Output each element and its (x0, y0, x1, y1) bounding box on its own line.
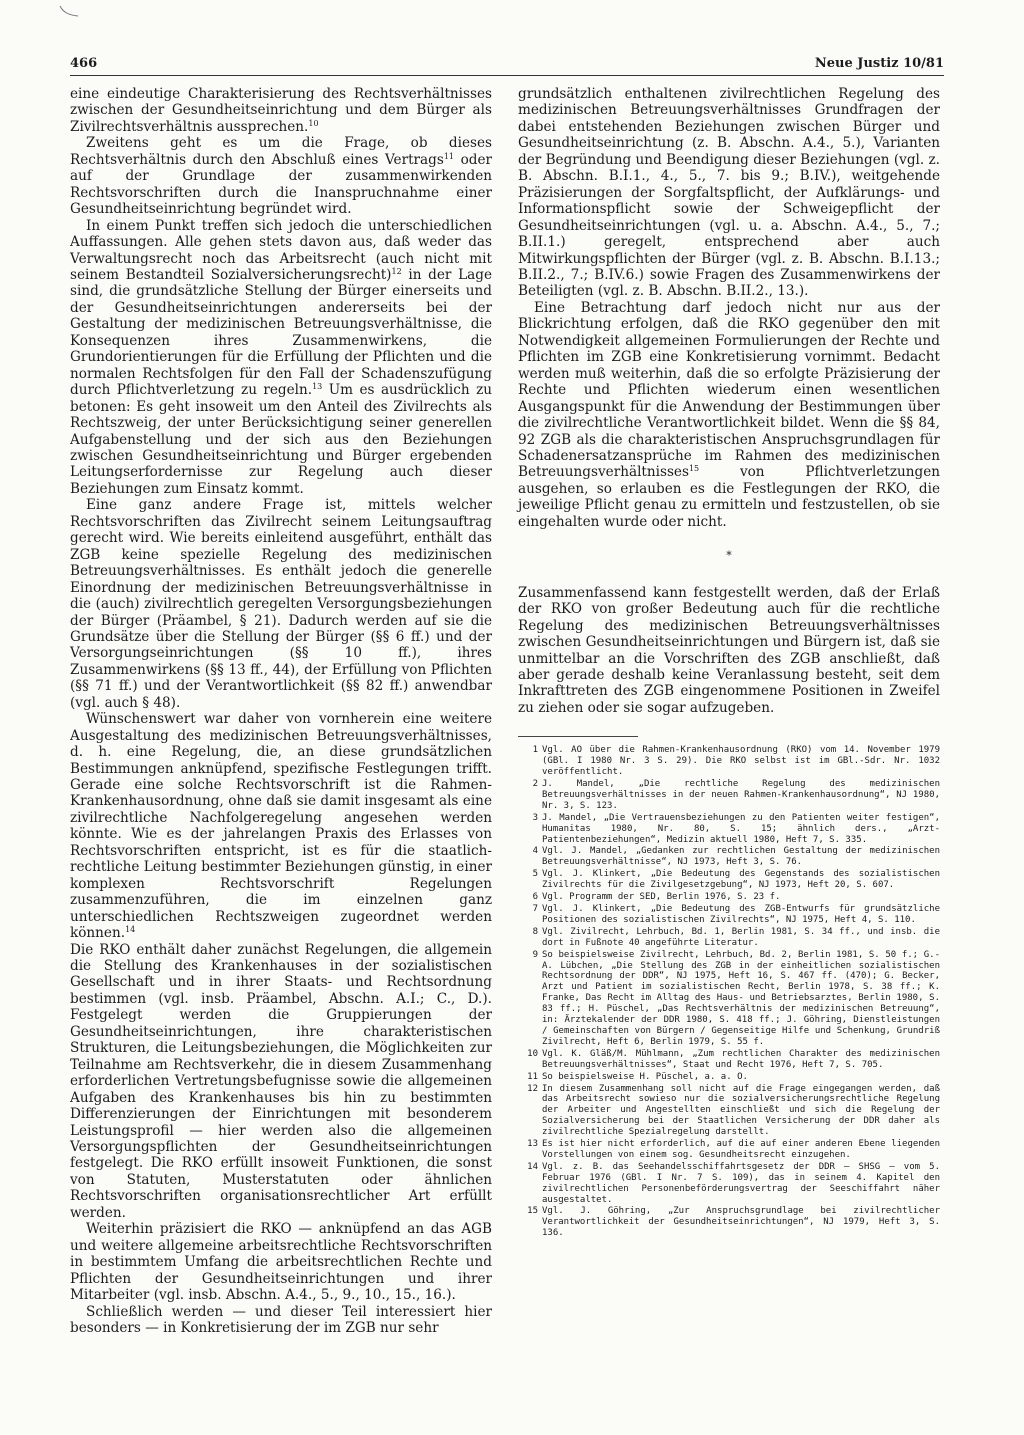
section-separator: * (726, 549, 732, 563)
right-column (518, 86, 940, 1240)
footnotes (518, 745, 940, 1239)
summary-paragraph: Zusammenfassend kann festgestellt werden, daß der Erlaß der RKO von großer Bedeutung auch für die rechtliche Regelung des medizinischen Betreuungsverhältnisses zwischen Gesundheitseinrichtungen und Bürgern ist, daß sie unmittelbar an die Vorschriften des ZGB anschließt, daß aber gerade deshalb keine Veranlassung besteht, seit dem Inkrafttreten des ZGB eingenommene Positionen in Zweifel zu ziehen oder sie sogar aufzugeben. (518, 584, 940, 716)
body-paragraph (70, 942, 492, 1222)
footnote-text: J. Mandel, „Die rechtliche Regelung des medizinischen Betreuungsverhältnisses in der neuen Rahmen-Krankenhausordnung“, NJ 1980, Nr. 3, S. 123. (542, 779, 940, 811)
right-column-body (518, 86, 940, 530)
footnote-text: Vgl. K. Gläß/M. Mühlmann, „Zum rechtlichen Charakter des medizinischen Betreuungsverhältnisses“, Staat und Recht 1976, Heft 7, S. 705. (542, 1048, 940, 1070)
footnote-ref: 10 (308, 118, 319, 128)
footnote (518, 950, 940, 1048)
footnote (518, 1084, 940, 1139)
footnote-rule (518, 736, 638, 737)
footnote-text: Vgl. J. Mandel, „Gedanken zur rechtlichen Gestaltung der medizinischen Betreuungsverhältnisse“, NJ 1973, Heft 3, S. 76. (542, 846, 940, 868)
footnote-ref: 12 (391, 266, 402, 276)
paragraph-text: eine eindeutige Charakterisierung des Rechtsverhältnisses zwischen der Gesundheitseinrichtung und dem Bürger als Zivilrechtsverhältnis aussprechen. (70, 86, 492, 135)
footnote-text: In diesem Zusammenhang soll nicht auf die Frage eingegangen werden, daß das Arbeitsrecht sowieso nur die sozialversicherungsrechtliche Regelung der Arbeiter und Angestellten einschließt und sich die Regelung der Sozialversicherung bei der Staatlichen Versicherung der DDR daher als zivilrechtliche Spezialregelung darstellt. (542, 1083, 940, 1138)
footnote-text: So beispielsweise Zivilrecht, Lehrbuch, Bd. 2, Berlin 1981, S. 50 f.; G.-A. Lübchen, „Die Stellung des ZGB in der einheitlichen sozialistischen Rechtsordnung der DDR“, NJ 1975, Heft 16, S. 467 ff. (470); G. Becker, Arzt und Patient im sozialistischen Recht, Berlin 1978, S. 38 ff.; K. Franke, Das Recht im Alltag des Haus- und Betriebsarztes, Berlin 1980, S. 83 ff.; H. Püschel, „Das Rechtsverhältnis der medizinischen Betreuung“, in: Ärztekalender der DDR 1980, S. 418 ff.; J. Göhring, Dienstleistungen / Gemeinschaften von Bürgern / Gegenseitige Hilfe und Schenkung, Grundriß Zivilrecht, Heft 6, Berlin 1979, S. 55 f. (542, 949, 940, 1047)
paragraph-text: Weiterhin präzisiert die RKO — anknüpfend an das AGB und weitere allgemeine arbeitsrechtliche Rechtsvorschriften in bestimmtem Umfang die arbeitsrechtlichen Rechte und Pflichten der Gesundheitseinrichtungen und ihrer Mitarbeiter (vgl. insb. Abschn. A.4., 5., 9., 10., 15., 16.). (70, 1221, 492, 1304)
footnote (518, 846, 940, 868)
paragraph-text: oder auf der Grundlage der zusammenwirkenden Rechtsvorschriften durch die Inanspruchnahme einer Gesundheitseinrichtung begründet wird. (70, 151, 492, 218)
body-paragraph (70, 497, 492, 711)
footnote-text: Es ist hier nicht erforderlich, auf die auf einer anderen Ebene liegenden Vorstellungen von einem sog. Gesundheitsrecht einzugehen. (542, 1139, 940, 1160)
paragraph-text: Eine Betrachtung darf jedoch nicht nur aus der Blickrichtung erfolgen, daß die RKO gegenüber den mit Notwendigkeit allgemeinen Formulierungen der Rechte und Pflichten im ZGB eine Konkretisierung vornimmt. Bedacht werden muß weiterhin, daß die so erfolgte Präzisierung der Rechte und Pflichten wiederum einen wesentlichen Ausgangspunkt für die Anwendung der Bestimmungen über die zivilrechtliche Verantwortlichkeit bildet. Wenn die §§ 84, 92 ZGB als die charakteristischen Anspruchsgrundlagen für Schadenersatzansprüche im Rahmen des medizinischen Betreuungsverhältnisses (518, 299, 940, 481)
footnote-number: 5 (532, 869, 538, 880)
journal-issue: Neue Justiz 10/81 (814, 56, 944, 71)
body-paragraph (518, 86, 940, 300)
paragraph-text: Zweitens geht es um die Frage, ob dieses Rechtsverhältnis durch den Abschluß eines Vertrags (70, 135, 492, 168)
footnote-text: Vgl. J. Klinkert, „Die Bedeutung des ZGB-Entwurfs für grundsätzliche Positionen des sozialistischen Zivilrechts“, NJ 1975, Heft 4, S. 110. (542, 904, 940, 925)
footnote-number: 4 (532, 846, 538, 857)
footnote-number: 8 (532, 926, 538, 937)
footnote (518, 745, 940, 778)
footnote-text: J. Mandel, „Die Vertrauensbeziehungen zu den Patienten weiter festigen“, Humanitas 1980, Nr. 80, S. 15; ähnlich ders., „Arzt-Patientenbeziehungen“, Medizin aktuell 1980, Heft 7, S. 335. (542, 812, 940, 845)
footnote (518, 1206, 940, 1239)
footnote (518, 869, 940, 891)
footnote (518, 1072, 940, 1083)
page-number: 466 (70, 56, 98, 71)
footnote-text: Vgl. J. Klinkert, „Die Bedeutung des Gegenstands des sozialistischen Zivilrechts für die Zivilgesetzgebung“, NJ 1973, Heft 20, S. 607. (542, 869, 940, 891)
paragraph-text: Schließlich werden — und dieser Teil interessiert hier besonders — in Konkretisierung der im ZGB nur sehr (70, 1303, 492, 1336)
footnote-ref: 15 (688, 464, 700, 474)
body-paragraph (70, 135, 492, 217)
footnote-text: Vgl. z. B. das Seehandelsschiffahrtsgesetz der DDR — SHSG — vom 5. Februar 1976 (GBl. I Nr. 7 S. 109), das in seinem 4. Kapitel den zivilrechtlichen Personenbeförderungsvertrag der Seeschiffahrt näher ausgestaltet. (542, 1161, 940, 1205)
body-paragraph (70, 711, 492, 941)
footnote-ref: 13 (312, 382, 323, 392)
footnote (518, 813, 940, 846)
footnote (518, 1139, 940, 1161)
footnote (518, 1049, 940, 1071)
body-paragraph (70, 218, 492, 498)
footnote (518, 892, 940, 903)
footnote-number: 2 (532, 779, 538, 790)
paragraph-text: Eine ganz andere Frage ist, mittels welcher Rechtsvorschriften das Zivilrecht seinem Leitungsauftrag gerecht wird. Wie bereits einleitend ausgeführt, enthält das ZGB keine spezielle Regelung des medizinischen Betreuungsverhältnisses. Es enthält jedoch die generelle Einordnung der medizinischen Betreuungsverhältnisse in die (auch) zivilrechtlich geregelten Versorgungsbeziehungen der Bürger (Präambel, § 21). Dadurch werden auf sie die Grundsätze über die Stellung der Bürger (§§ 6 ff.) und der Versorgungseinrichtungen (§§ 10 ff.), ihres Zusammenwirkens (§§ 13 ff., 44), der Erfüllung von Pflichten (§§ 71 ff.) und der Verantwortlichkeit (§§ 82 ff.) anwendbar (vgl. auch § 48). (70, 497, 492, 711)
footnote-number: 3 (532, 812, 538, 823)
footnote-number: 15 (527, 1206, 538, 1217)
footnote-ref: 14 (125, 925, 136, 935)
paragraph-text: von Pflichtverletzungen ausgehen, so erlauben es die Festlegungen der RKO, die jeweilige Pflicht genau zu ermitteln und festzustellen, ob sie eingehalten wurde oder nicht. (518, 464, 940, 530)
footnote-number: 7 (532, 904, 538, 914)
footnote-number: 11 (527, 1071, 538, 1082)
paragraph-text: Um es ausdrücklich zu betonen: Es geht insoweit um den Anteil des Zivilrechts als Rechtszweig, der unter Berücksichtigung seiner generellen Aufgabenstellung und der sich aus den Beziehungen zwischen Gesundheitseinrichtung und Bürger ergebenden Leitungserfordernisse zur Regelung auch dieser Beziehungen zum Einsatz kommt. (70, 382, 492, 497)
footnote-text: Vgl. AO über die Rahmen-Krankenhausordnung (RKO) vom 14. November 1979 (GBl. I 1980 Nr. 3 S. 29). Die RKO selbst ist im GBl.-Sdr. Nr. 1032 veröffentlicht. (542, 745, 940, 778)
paragraph-text: Wünschenswert war daher von vornherein eine weitere Ausgestaltung des medizinischen Betreuungsverhältnisses, d. h. eine Regelung, die, an diese grundsätzlichen Bestimmungen anknüpfend, spezifische Festlegungen trifft. Gerade eine solche Rechtsvorschrift ist die Rahmen-Krankenhausordnung, ohne daß sie damit insgesamt als eine zivilrechtliche Nachfolgeregelung angesehen werden könnte. Wie es der jahrelangen Praxis des Erlasses von Rechtsvorschriften entspricht, ist es für die staatlich-rechtliche Leitung bestimmter Beziehungen günstig, in einer komplexen Rechtsvorschrift Regelungen zusammenzuführen, die im einzelnen ganz unterschiedlichen Rechtszweigen zugeordnet werden können. (70, 711, 492, 942)
body-paragraph (70, 1304, 492, 1337)
left-column (70, 86, 492, 1336)
footnote-text: Vgl. Programm der SED, Berlin 1976, S. 23 f. (542, 892, 781, 903)
footnote-text: Vgl. Zivilrecht, Lehrbuch, Bd. 1, Berlin 1981, S. 34 ff., und insb. die dort in Fußnote 40 angeführte Literatur. (542, 926, 940, 948)
scan-mark (58, 4, 80, 18)
footnote-number: 9 (532, 949, 538, 960)
footnote-number: 14 (527, 1161, 538, 1172)
footnote-number: 13 (527, 1139, 538, 1150)
body-paragraph (70, 86, 492, 135)
paragraph-text: grundsätzlich enthaltenen zivilrechtlichen Regelung des medizinischen Betreuungsverhältnisses Grundfragen der dabei entstehenden Beziehungen zwischen Bürger und Gesundheitseinrichtung (z. B. Abschn. A.4., 5.), Varianten der Begründung und Beendigung dieser Beziehungen (vgl. z. B. Abschn. B.I.1., 4., 5., 7. bis 9.; B.IV.), weitgehende Präzisierungen der Sorgfaltspflicht, der Aufklärungs- und Informationspflicht sowie der Schweigepflicht der Gesundheitseinrichtungen (vgl. u. a. Abschn. A.4., 5., 7.; B.II.1.) geregelt, entsprechend aber auch Mitwirkungspflichten der Bürger (vgl. z. B. Abschn. B.I.13.; B.II.2., 7.; B.IV.6.) sowie Fragen des Zusammenwirkens der Beteiligten (vgl. z. B. Abschn. B.II.2., 13.). (518, 86, 940, 300)
body-paragraph (518, 300, 940, 530)
footnote-number: 10 (527, 1048, 538, 1059)
footnote-ref: 11 (443, 151, 454, 161)
footnote (518, 927, 940, 949)
footnote (518, 1162, 940, 1206)
footnote-number: 1 (532, 745, 538, 756)
footnote (518, 779, 940, 812)
footnote-text: Vgl. J. Göhring, „Zur Anspruchsgrundlage bei zivilrechtlicher Verantwortlichkeit der Gesundheitseinrichtungen“, NJ 1979, Heft 3, S. 136. (542, 1206, 940, 1239)
paragraph-text: In einem Punkt treffen sich jedoch die unterschiedlichen Auffassungen. Alle gehen stets davon aus, daß weder das Verwaltungsrecht noch das Arbeitsrecht (auch nicht mit seinem Bestandteil Sozialversicherungsrecht) (70, 217, 492, 283)
paragraph-text: in der Lage sind, die grundsätzliche Stellung der Bürger einerseits und der Gesundheitseinrichtungen andererseits bei der Gestaltung der medizinischen Betreuungsverhältnisse, die Konsequenzen ihres Zusammenwirkens, die Grundorientierungen für die Erfüllung der Pflichten und die normalen Rechtsfolgen für den Fall der Schadenszufügung durch Pflichtverletzung zu regeln. (70, 266, 492, 399)
paragraph-text: Die RKO enthält daher zunächst Regelungen, die allgemein die Stellung des Krankenhauses in der sozialistischen Gesellschaft und in ihrer Staats- und Rechtsordnung bestimmen (vgl. insb. Präambel, Abschn. A.I.; C., D.). Festgelegt werden die Gruppierungen der Gesundheitseinrichtungen, ihre charakteristischen Strukturen, die Leitungsbeziehungen, die Möglichkeiten zur Teilnahme am Rechtsverkehr, die in diesem Zusammenhang erforderlichen Vertretungsbefugnisse sowie die allgemeinen Aufgaben des Krankenhauses bis hin zu bestimmten Differenzierungen der Einrichtungen mit besonderem Leistungsprofil — hier werden also die allgemeinen Versorgungspflichten der Gesundheitseinrichtungen festgelegt. Die RKO erfüllt insoweit Funktionen, die sonst von Statuten, Musterstatuten oder ähnlichen Rechtsvorschriften organisationsrechtlicher Art erfüllt werden. (70, 941, 492, 1221)
footnote-number: 12 (527, 1083, 538, 1094)
footnote (518, 904, 940, 926)
footnote-number: 6 (532, 892, 538, 903)
header-rule (70, 75, 944, 76)
page-header (70, 56, 944, 78)
body-paragraph (70, 1221, 492, 1303)
footnote-text: So beispielsweise H. Püschel, a. a. O. (542, 1071, 748, 1082)
